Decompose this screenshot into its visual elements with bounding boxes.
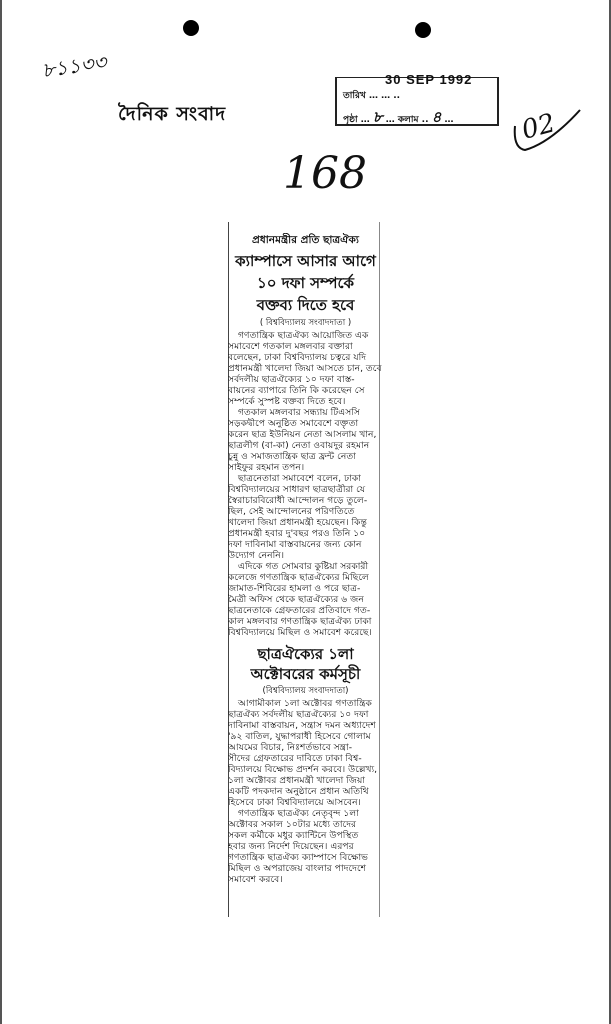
text-line: ছাত্রনেতারা সমাবেশে বলেন, ঢাকা — [238, 473, 361, 484]
text-line: বিশ্ববিদ্যালয়ের সাধারণ ছাত্রছাত্রীরা যে — [228, 484, 366, 495]
paragraph — [228, 330, 383, 407]
text-line: সীদের গ্রেফতারের দাবিতে ঢাকা বিশ্ব- — [228, 753, 362, 764]
text-line: গতকাল মঙ্গলবার সন্ধ্যায় টিএসসি — [238, 407, 360, 418]
headline-line: বক্তব্য দিতে হবে — [256, 296, 355, 314]
text-line: প্রধানমন্ত্রী হবার দু'বছর পরও তিনি ১০ — [228, 528, 366, 539]
paragraph — [228, 698, 383, 808]
handwritten-page-number: 168 — [283, 148, 367, 199]
text-line: আযমের বিচার, নিঃশর্তভাবে সন্ত্রা- — [228, 742, 353, 753]
punch-hole — [415, 22, 431, 38]
sub-byline: (বিশ্ববিদ্যালয় সংবাদদাতা) — [262, 686, 349, 696]
sub-article-body — [228, 698, 383, 885]
text-line: প্রধানমন্ত্রী খালেদা জিয়া আসতে চান, তবে — [228, 363, 382, 374]
newspaper-name: দৈনিক সংবাদ — [118, 103, 227, 125]
subheadline-line: অক্টোবরের কর্মসূচী — [250, 665, 361, 683]
text-line: সর্বদলীয় ছাত্রঐক্যের ১০ দফা বাস্ত- — [228, 374, 355, 385]
text-line: এদিকে গত সোমবার কুষ্টিয়া সরকারী — [238, 561, 369, 572]
text-line: গণতান্ত্রিক ছাত্রঐক্য ক্যাম্পাসে বিক্ষোভ — [228, 852, 369, 863]
headline-line: ক্যাম্পাসে আসার আগে — [235, 252, 376, 270]
text-line: একটি পদকদান অনুষ্ঠানে প্রধান অতিথি — [228, 786, 369, 797]
news-clipping — [228, 215, 383, 915]
paragraph — [228, 561, 383, 638]
text-line: বায়নের ব্যাপারে তিনি কি করেছেন সে — [228, 385, 365, 396]
paragraph — [228, 473, 383, 561]
paragraph — [228, 808, 383, 885]
stamp-date-label: তারিখ — [343, 91, 366, 101]
text-line: '৯২ বাতিল, যুদ্ধাপরাধী হিসেবে গোলাম — [228, 731, 371, 742]
stamp-column-label: কলাম — [397, 115, 419, 125]
text-line: চুন্নু ও সমাজতান্ত্রিক ছাত্র ফ্রন্ট নেতা — [228, 451, 356, 462]
text-line: সকল কর্মীকে মধুর ক্যান্টিনে উপস্থিত — [228, 830, 359, 841]
paragraph — [228, 407, 383, 473]
text-line: বলেছেন, ঢাকা বিশ্ববিদ্যালয় চত্বরে যদি — [228, 352, 367, 363]
date-stamp: 30 SEP 1992 তারিখ … … .. পৃষ্ঠা … ৮ … কলাম .. ৪ … — [335, 77, 499, 126]
check-mark-icon — [505, 98, 585, 158]
text-line: বিশ্ববিদ্যালয়ে মিছিল ও সমাবেশ করেছে। — [228, 627, 372, 638]
text-line: ছাত্রলীগ (বা-কা) নেতা ওবায়দুর রহমান — [228, 440, 370, 451]
text-line: মিছিল ও অপরাজেয় বাংলার পাদদেশে — [228, 863, 367, 874]
text-line: মৈত্রী অফিস থেকে ছাত্রঐক্যের ৬ জন — [228, 594, 364, 605]
text-line: দফা দাবিনামা বাস্তবায়নের জন্য কোন — [228, 539, 362, 550]
stamp-page-label: পৃষ্ঠা — [343, 115, 358, 125]
text-line: কলেজে গণতান্ত্রিক ছাত্রঐক্যের মিছিলে — [228, 572, 369, 583]
text-line: ছাত্রনেতাকে গ্রেফতারের প্রতিবাদে গত- — [228, 605, 371, 616]
text-line: সড়কদ্বীপে অনুষ্ঠিত সমাবেশে বক্তৃতা — [228, 418, 359, 429]
text-line: সমাবেশে গতকাল মঙ্গলবার বক্তারা — [228, 341, 353, 352]
text-line: জামাত-শিবিরের হামলা ও পরে ছাত্র- — [228, 583, 361, 594]
text-line: সাইফুর রহমান তপন। — [228, 462, 305, 473]
byline: ( বিশ্ববিদ্যালয় সংবাদদাতা ) — [259, 318, 352, 328]
text-line: স্বৈরাচারবিরোধী আন্দোলন গড়ে তুলে- — [228, 495, 368, 506]
text-line: সমাবেশ করবে। — [228, 874, 283, 885]
text-line: উদ্যোগ নেননি। — [228, 550, 285, 561]
headline-line: প্রধানমন্ত্রীর প্রতি ছাত্রঐক্য — [252, 234, 359, 246]
subheadline-line: ছাত্রঐক্যের ১লা — [257, 645, 354, 663]
text-line: করেন ছাত্র ইউনিয়ন নেতা আসলাম খান, — [228, 429, 377, 440]
text-line: গণতান্ত্রিক ছাত্রঐক্য নেতৃবৃন্দ ১লা — [238, 808, 359, 819]
text-line: সম্পর্কে সুস্পষ্ট বক্তব্য দিতে হবে। — [228, 396, 346, 407]
text-line: আগামীকাল ১লা অক্টোবর গণতান্ত্রিক — [238, 698, 372, 709]
text-line: ১লা অক্টোবর প্রধানমন্ত্রী খালেদা জিয়া — [228, 775, 366, 786]
text-line: বিদ্যালয়ে বিক্ষোভ প্রদর্শন করবে। উল্লেখ্য, — [228, 764, 378, 775]
punch-hole — [183, 20, 199, 36]
text-line: দাবিনামা বাস্তবায়ন, সন্ত্রাস দমন অধ্যাদেশ — [228, 720, 376, 731]
text-line: অক্টোবর সকাল ১০টার মধ্যে তাদের — [228, 819, 357, 830]
text-line: হবার জন্য নির্দেশ দিয়েছেন। এরপর — [228, 841, 354, 852]
handwritten-mark: 02 — [518, 108, 559, 146]
handwritten-reference: ৮১১৩৩ — [40, 49, 108, 83]
headline-line: ১০ দফা সম্পর্কে — [257, 274, 354, 292]
stamp-column-value: ৪ — [431, 108, 442, 126]
text-line: হিসেবে ঢাকা বিশ্ববিদ্যালয়ে আসবেন। — [228, 797, 361, 808]
text-line: কাল মঙ্গলবার গণতান্ত্রিক ছাত্রঐক্য ঢাকা — [228, 616, 372, 627]
text-line: খালেদা জিয়া প্রধানমন্ত্রী হয়েছেন। কিন্তু — [228, 517, 367, 528]
article-body — [228, 330, 383, 638]
text-line: ছাত্রঐক্য সর্বদলীয় ছাত্রঐক্যের ১০ দফা — [228, 709, 369, 720]
text-line: ছিল, সেই আন্দোলনের পরিণতিতে — [228, 506, 355, 517]
scan-edge-left — [0, 0, 2, 1024]
text-line: গণতান্ত্রিক ছাত্রঐক্য আয়োজিত এক — [238, 330, 369, 341]
stamp-date: 30 SEP 1992 — [385, 72, 473, 87]
stamp-page-value: ৮ — [372, 108, 383, 126]
